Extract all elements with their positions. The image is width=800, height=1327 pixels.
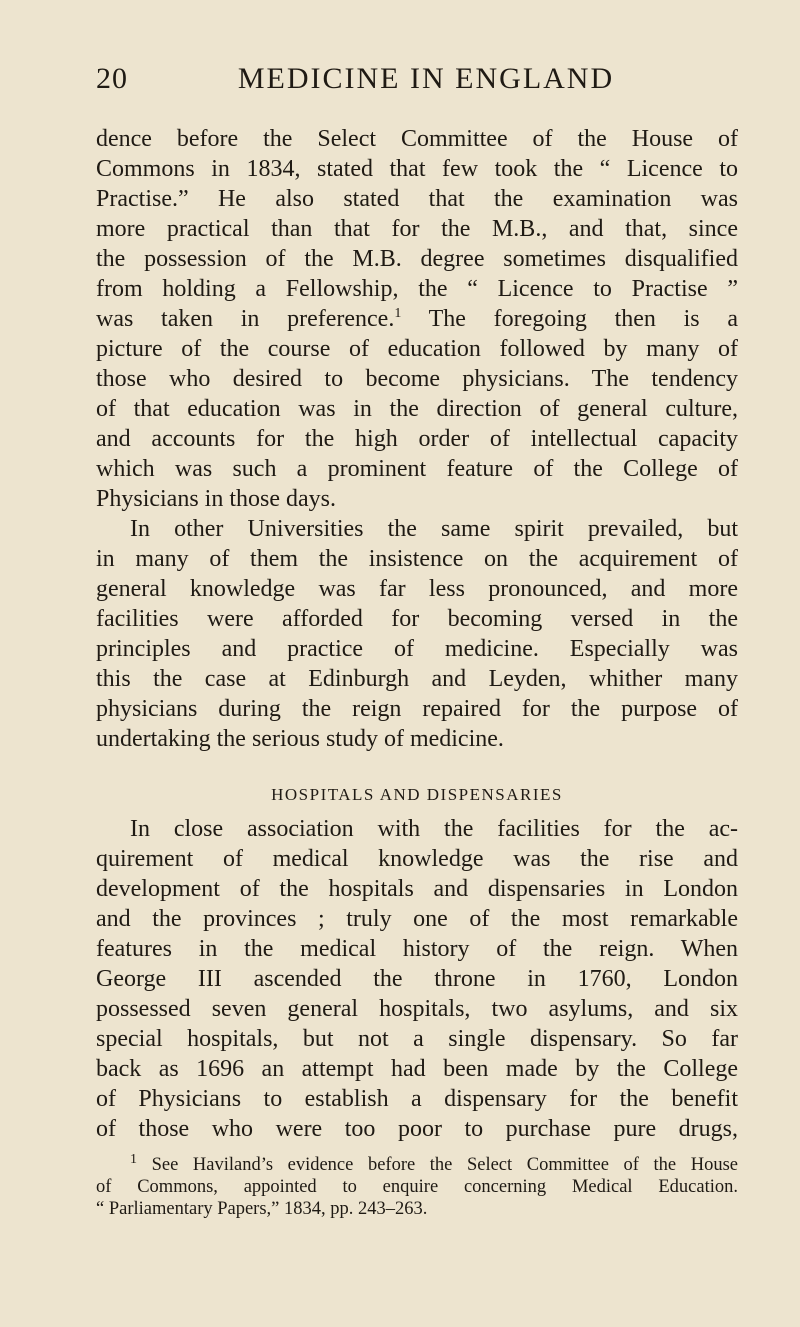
text-line: Practise.” He also stated that the examination was <box>96 186 738 212</box>
text-line: features in the medical history of the reign. When <box>96 936 738 962</box>
text-line: facilities were afforded for becoming versed in the <box>96 606 738 632</box>
text-line: more practical than that for the M.B., and that, since <box>96 216 738 242</box>
section-heading-text: HOSPITALS AND DISPENSARIES <box>271 785 563 804</box>
body-text <box>96 124 738 1220</box>
text-line: dence before the Select Committee of the House of <box>96 126 738 152</box>
text-line: of Physicians to establish a dispensary for the benefit <box>96 1086 738 1112</box>
text-line: of that education was in the direction of general culture, <box>96 396 738 422</box>
text-line: in many of them the insistence on the acquirement of <box>96 546 738 572</box>
text-line: special hospitals, but not a single dispensary. So far <box>96 1026 738 1052</box>
text-line: which was such a prominent feature of the College of <box>96 456 738 482</box>
text-line: from holding a Fellowship, the “ Licence to Practise ” <box>96 276 738 302</box>
page-header <box>96 62 736 102</box>
footnote-marker: 1 <box>130 1151 137 1167</box>
page-number: 20 <box>96 62 128 95</box>
text-line: picture of the course of education followed by many of <box>96 336 738 362</box>
text-line: In close association with the facilities for the ac- <box>130 816 738 842</box>
text-line: Commons in 1834, stated that few took the “ Licence to <box>96 156 738 182</box>
text-line: possessed seven general hospitals, two asylums, and six <box>96 996 738 1022</box>
text-line: undertaking the serious study of medicine. <box>96 726 504 752</box>
paragraph-continued <box>96 124 738 514</box>
text-line: principles and practice of medicine. Especially was <box>96 636 738 662</box>
footnote-reference: 1 <box>394 306 402 321</box>
footnote-text: See Haviland’s evidence before the Select Committee of the House <box>137 1155 738 1175</box>
text-line: In other Universities the same spirit prevailed, but <box>130 516 738 542</box>
footnote-line <box>96 1151 738 1176</box>
text-line: general knowledge was far less pronounced, and more <box>96 576 738 602</box>
footnote-line: “ Parliamentary Papers,” 1834, pp. 243–263. <box>96 1199 428 1219</box>
text-line: those who desired to become physicians. The tendency <box>96 366 738 392</box>
paragraph-hospitals <box>96 814 738 1144</box>
footnote <box>96 1151 738 1220</box>
text-line: development of the hospitals and dispensaries in London <box>96 876 738 902</box>
text-line <box>96 304 738 334</box>
text-line: physicians during the reign repaired for the purpose of <box>96 696 738 722</box>
running-title: MEDICINE IN ENGLAND <box>237 62 615 95</box>
text-fragment: was taken in preference. <box>96 306 395 332</box>
footnote-line: of Commons, appointed to enquire concerning Medical Education. <box>96 1177 738 1197</box>
text-line: of those who were too poor to purchase pure drugs, <box>96 1116 738 1142</box>
section-heading <box>96 780 738 810</box>
text-line: back as 1696 an attempt had been made by the College <box>96 1056 738 1082</box>
text-line: George III ascended the throne in 1760, London <box>96 966 738 992</box>
text-fragment: The foregoing then is a <box>401 306 738 332</box>
text-line: the possession of the M.B. degree sometimes disqualified <box>96 246 738 272</box>
text-line: and accounts for the high order of intellectual capacity <box>96 426 738 452</box>
text-line: and the provinces ; truly one of the most remarkable <box>96 906 738 932</box>
text-line: quirement of medical knowledge was the rise and <box>96 846 738 872</box>
paragraph-universities <box>96 514 738 754</box>
text-line: Physicians in those days. <box>96 486 336 512</box>
text-line: this the case at Edinburgh and Leyden, whither many <box>96 666 738 692</box>
